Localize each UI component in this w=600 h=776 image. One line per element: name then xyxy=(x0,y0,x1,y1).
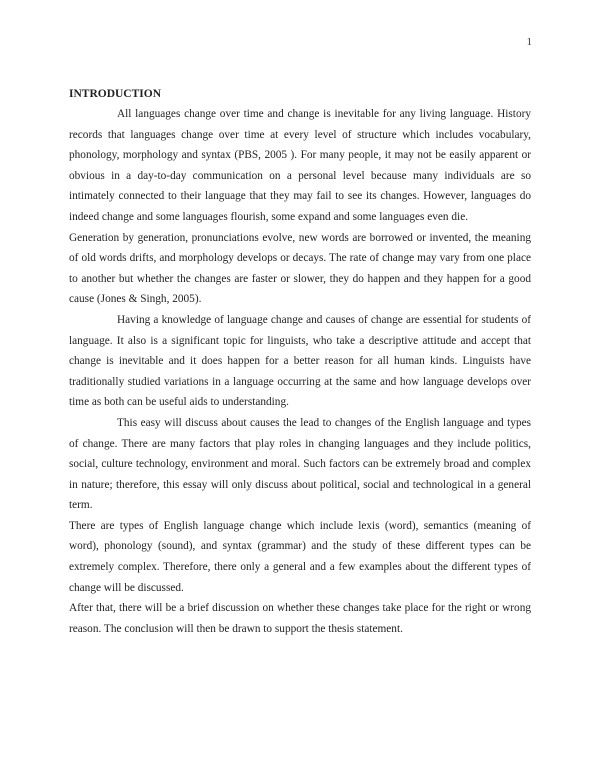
paragraph-3: Having a knowledge of language change and causes of change are essential for students of language. It also is a significant topic for linguists, who take a descriptive attitude and accept that change is inevitable and it does happen for a better reason for all human kinds. Linguists have traditionally studied variations in a language occurring at the same and how language develops over time as both can be useful aids to understanding. xyxy=(69,313,531,409)
paragraph-5: There are types of English language change which include lexis (word), semantics (meaning of word), phonology (sound), and syntax (grammar) and the study of these different types can be extremely complex. Therefore, there only a general and a few examples about the different types of change will be discussed. xyxy=(69,519,531,594)
paragraph-6: After that, there will be a brief discussion on whether these changes take place for the right or wrong reason. The conclusion will then be drawn to support the thesis statement. xyxy=(69,602,531,635)
document-body xyxy=(69,84,531,639)
page-number: 1 xyxy=(526,36,532,48)
paragraph-4: This easy will discuss about causes the lead to changes of the English language and types of change. There are many factors that play roles in changing languages and they include politics, social, culture technology, environment and moral. Such factors can be extremely broad and complex in nature; therefore, this essay will only discuss about political, social and technological in a general term. xyxy=(69,416,531,512)
section-heading: INTRODUCTION xyxy=(69,88,162,100)
paragraph-1: All languages change over time and change is inevitable for any living language. History records that languages change over time at every level of structure which includes vocabulary, phonology, morphology and syntax (PBS, 2005 ). For many people, it may not be easily apparent or obvious in a day-to-day communication on a personal level because many individuals are so intimately connected to their language that they may fail to see its changes. However, languages do indeed change and some languages flourish, some expand and some languages even die. xyxy=(69,108,531,223)
paragraph-2: Generation by generation, pronunciations evolve, new words are borrowed or invented, the meaning of old words drifts, and morphology develops or decays. The rate of change may vary from one place to another but whether the changes are faster or slower, they do happen and they happen for a good cause (Jones & Singh, 2005). xyxy=(69,231,531,306)
